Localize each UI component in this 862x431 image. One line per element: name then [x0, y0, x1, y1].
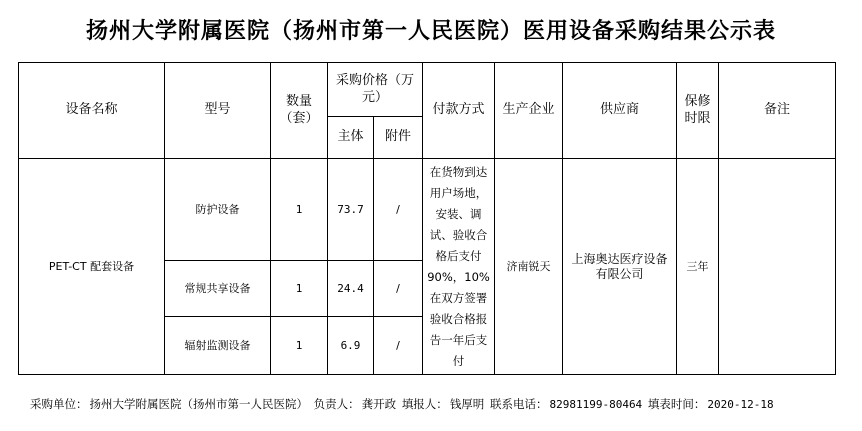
model-cell: 辐射监测设备 — [165, 317, 271, 375]
table-row — [19, 159, 836, 261]
filler-label: 填报人： — [401, 397, 448, 411]
warranty-cell: 三年 — [677, 159, 719, 375]
model-cell: 防护设备 — [165, 159, 271, 261]
price-main-cell: 24.4 — [328, 261, 374, 317]
payment-cell: 在货物到达用户场地，安装、调试、验收合格后支付 90%，10%在双方签署验收合格报告一年后支付 — [423, 159, 495, 375]
price-main-cell: 73.7 — [328, 159, 374, 261]
procurement-table — [18, 62, 836, 375]
quantity-cell: 1 — [271, 261, 328, 317]
purchase-unit-label: 采购单位： — [30, 397, 88, 411]
header-device-name: 设备名称 — [19, 63, 165, 159]
page-title: 扬州大学附属医院（扬州市第一人民医院）医用设备采购结果公示表 — [85, 19, 776, 44]
footer-info — [30, 396, 776, 412]
header-price-main: 主体 — [328, 117, 374, 159]
header-supplier: 供应商 — [563, 63, 677, 159]
header-quantity: 数量（套） — [271, 63, 328, 159]
manager-name: 龚开政 — [361, 397, 397, 411]
manufacturer-cell: 济南锐天 — [495, 159, 563, 375]
header-remarks: 备注 — [719, 63, 836, 159]
header-model: 型号 — [165, 63, 271, 159]
header-manufacturer: 生产企业 — [495, 63, 563, 159]
date-label: 填表时间： — [647, 397, 706, 411]
header-warranty: 保修时限 — [677, 63, 719, 159]
purchase-unit: 扬州大学附属医院（扬州市第一人民医院） — [89, 397, 308, 411]
header-price-group: 采购价格（万元） — [328, 63, 423, 117]
supplier-cell: 上海奥达医疗设备有限公司 — [563, 159, 677, 375]
price-accessory-cell: / — [374, 159, 423, 261]
price-accessory-cell: / — [374, 261, 423, 317]
price-accessory-cell: / — [374, 317, 423, 375]
phone-number: 82981199-80464 — [549, 398, 643, 411]
header-payment: 付款方式 — [423, 63, 495, 159]
quantity-cell: 1 — [271, 317, 328, 375]
quantity-cell: 1 — [271, 159, 328, 261]
model-cell: 常规共享设备 — [165, 261, 271, 317]
phone-label: 联系电话： — [489, 397, 548, 411]
fill-date: 2020-12-18 — [707, 398, 774, 411]
manager-label: 负责人： — [313, 397, 360, 411]
device-name-cell: PET-CT 配套设备 — [19, 159, 165, 375]
remarks-cell — [719, 159, 836, 375]
filler-name: 钱厚明 — [449, 397, 485, 411]
price-main-cell: 6.9 — [328, 317, 374, 375]
header-price-accessory: 附件 — [374, 117, 423, 159]
